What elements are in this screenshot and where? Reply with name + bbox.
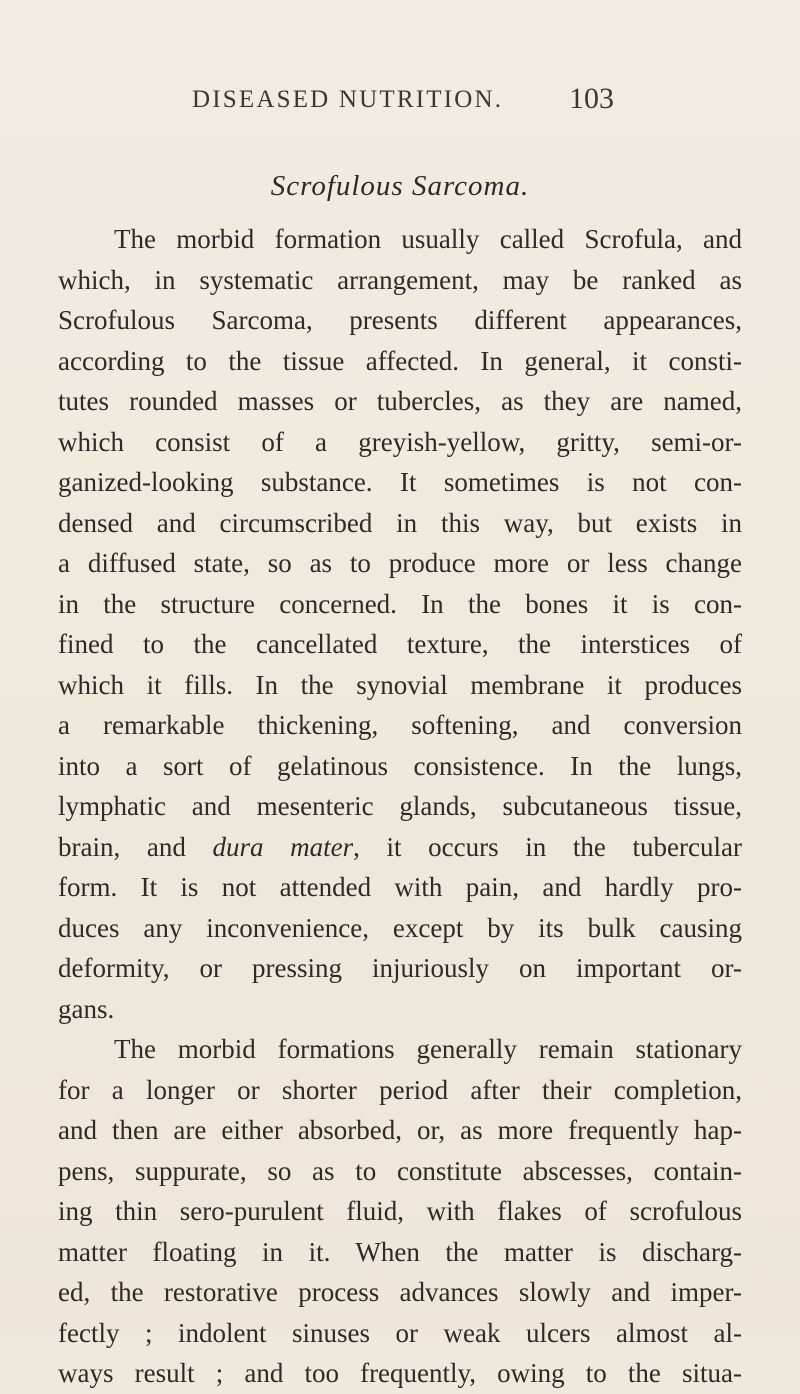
text-line: ed, the restorative process advances slowly and imper- (58, 1277, 742, 1307)
text-line: matter floating in it. When the matter is discharg- (58, 1236, 742, 1267)
text-line: fined to the cancellated texture, the interstices of (58, 629, 742, 659)
text-line: which, in systematic arrangement, may be ranked as (58, 264, 742, 295)
text-line: pens, suppurate, so as to constitute abscesses, contain- (58, 1155, 742, 1186)
text-line: deformity, or pressing injuriously on important or- (58, 953, 742, 983)
text-line: for a longer or shorter period after their completion, (58, 1074, 742, 1105)
text-line: ing thin sero-purulent fluid, with flakes of scrofulous (58, 1196, 742, 1226)
body-text (58, 219, 742, 1394)
text-line: according to the tissue affected. In general, it consti- (58, 345, 742, 376)
latin-term: dura mater (212, 831, 354, 862)
text-line: form. It is not attended with pain, and hardly pro- (58, 872, 742, 902)
text-line: a remarkable thickening, softening, and conversion (58, 710, 742, 740)
text-line: The morbid formations generally remain stationary (114, 1034, 742, 1064)
text-line: fectly ; indolent sinuses or weak ulcers almost al- (58, 1317, 742, 1348)
text-line: ganized-looking substance. It sometimes is not con- (58, 467, 742, 497)
text-line: which consist of a greyish-yellow, gritty, semi-or- (58, 426, 742, 457)
text-line: densed and circumscribed in this way, but exists in (58, 507, 742, 538)
text-line: brain, and dura mater, it occurs in the tubercular (58, 831, 742, 862)
section-title: Scrofulous Sarcoma. (270, 170, 530, 202)
text-line: The morbid formation usually called Scrofula, and (114, 224, 742, 254)
text-line: into a sort of gelatinous consistence. In the lungs, (58, 750, 742, 781)
text-line: tutes rounded masses or tubercles, as they are named, (58, 386, 742, 416)
text-line: which it fills. In the synovial membrane it produces (58, 669, 742, 700)
running-head: DISEASED NUTRITION. (192, 86, 504, 113)
text-line: and then are either absorbed, or, as more frequently hap- (58, 1115, 742, 1145)
text-line: ways result ; and too frequently, owing to the situa- (58, 1358, 742, 1388)
text-line: gans. (58, 993, 115, 1024)
text-line: a diffused state, so as to produce more or less change (58, 548, 742, 578)
page-number: 103 (569, 82, 614, 115)
text-line: in the structure concerned. In the bones it is con- (58, 588, 742, 619)
text-line: duces any inconvenience, except by its bulk causing (58, 912, 742, 943)
text-line: lymphatic and mesenteric glands, subcutaneous tissue, (58, 791, 742, 821)
text-line: Scrofulous Sarcoma, presents different appearances, (58, 305, 742, 335)
